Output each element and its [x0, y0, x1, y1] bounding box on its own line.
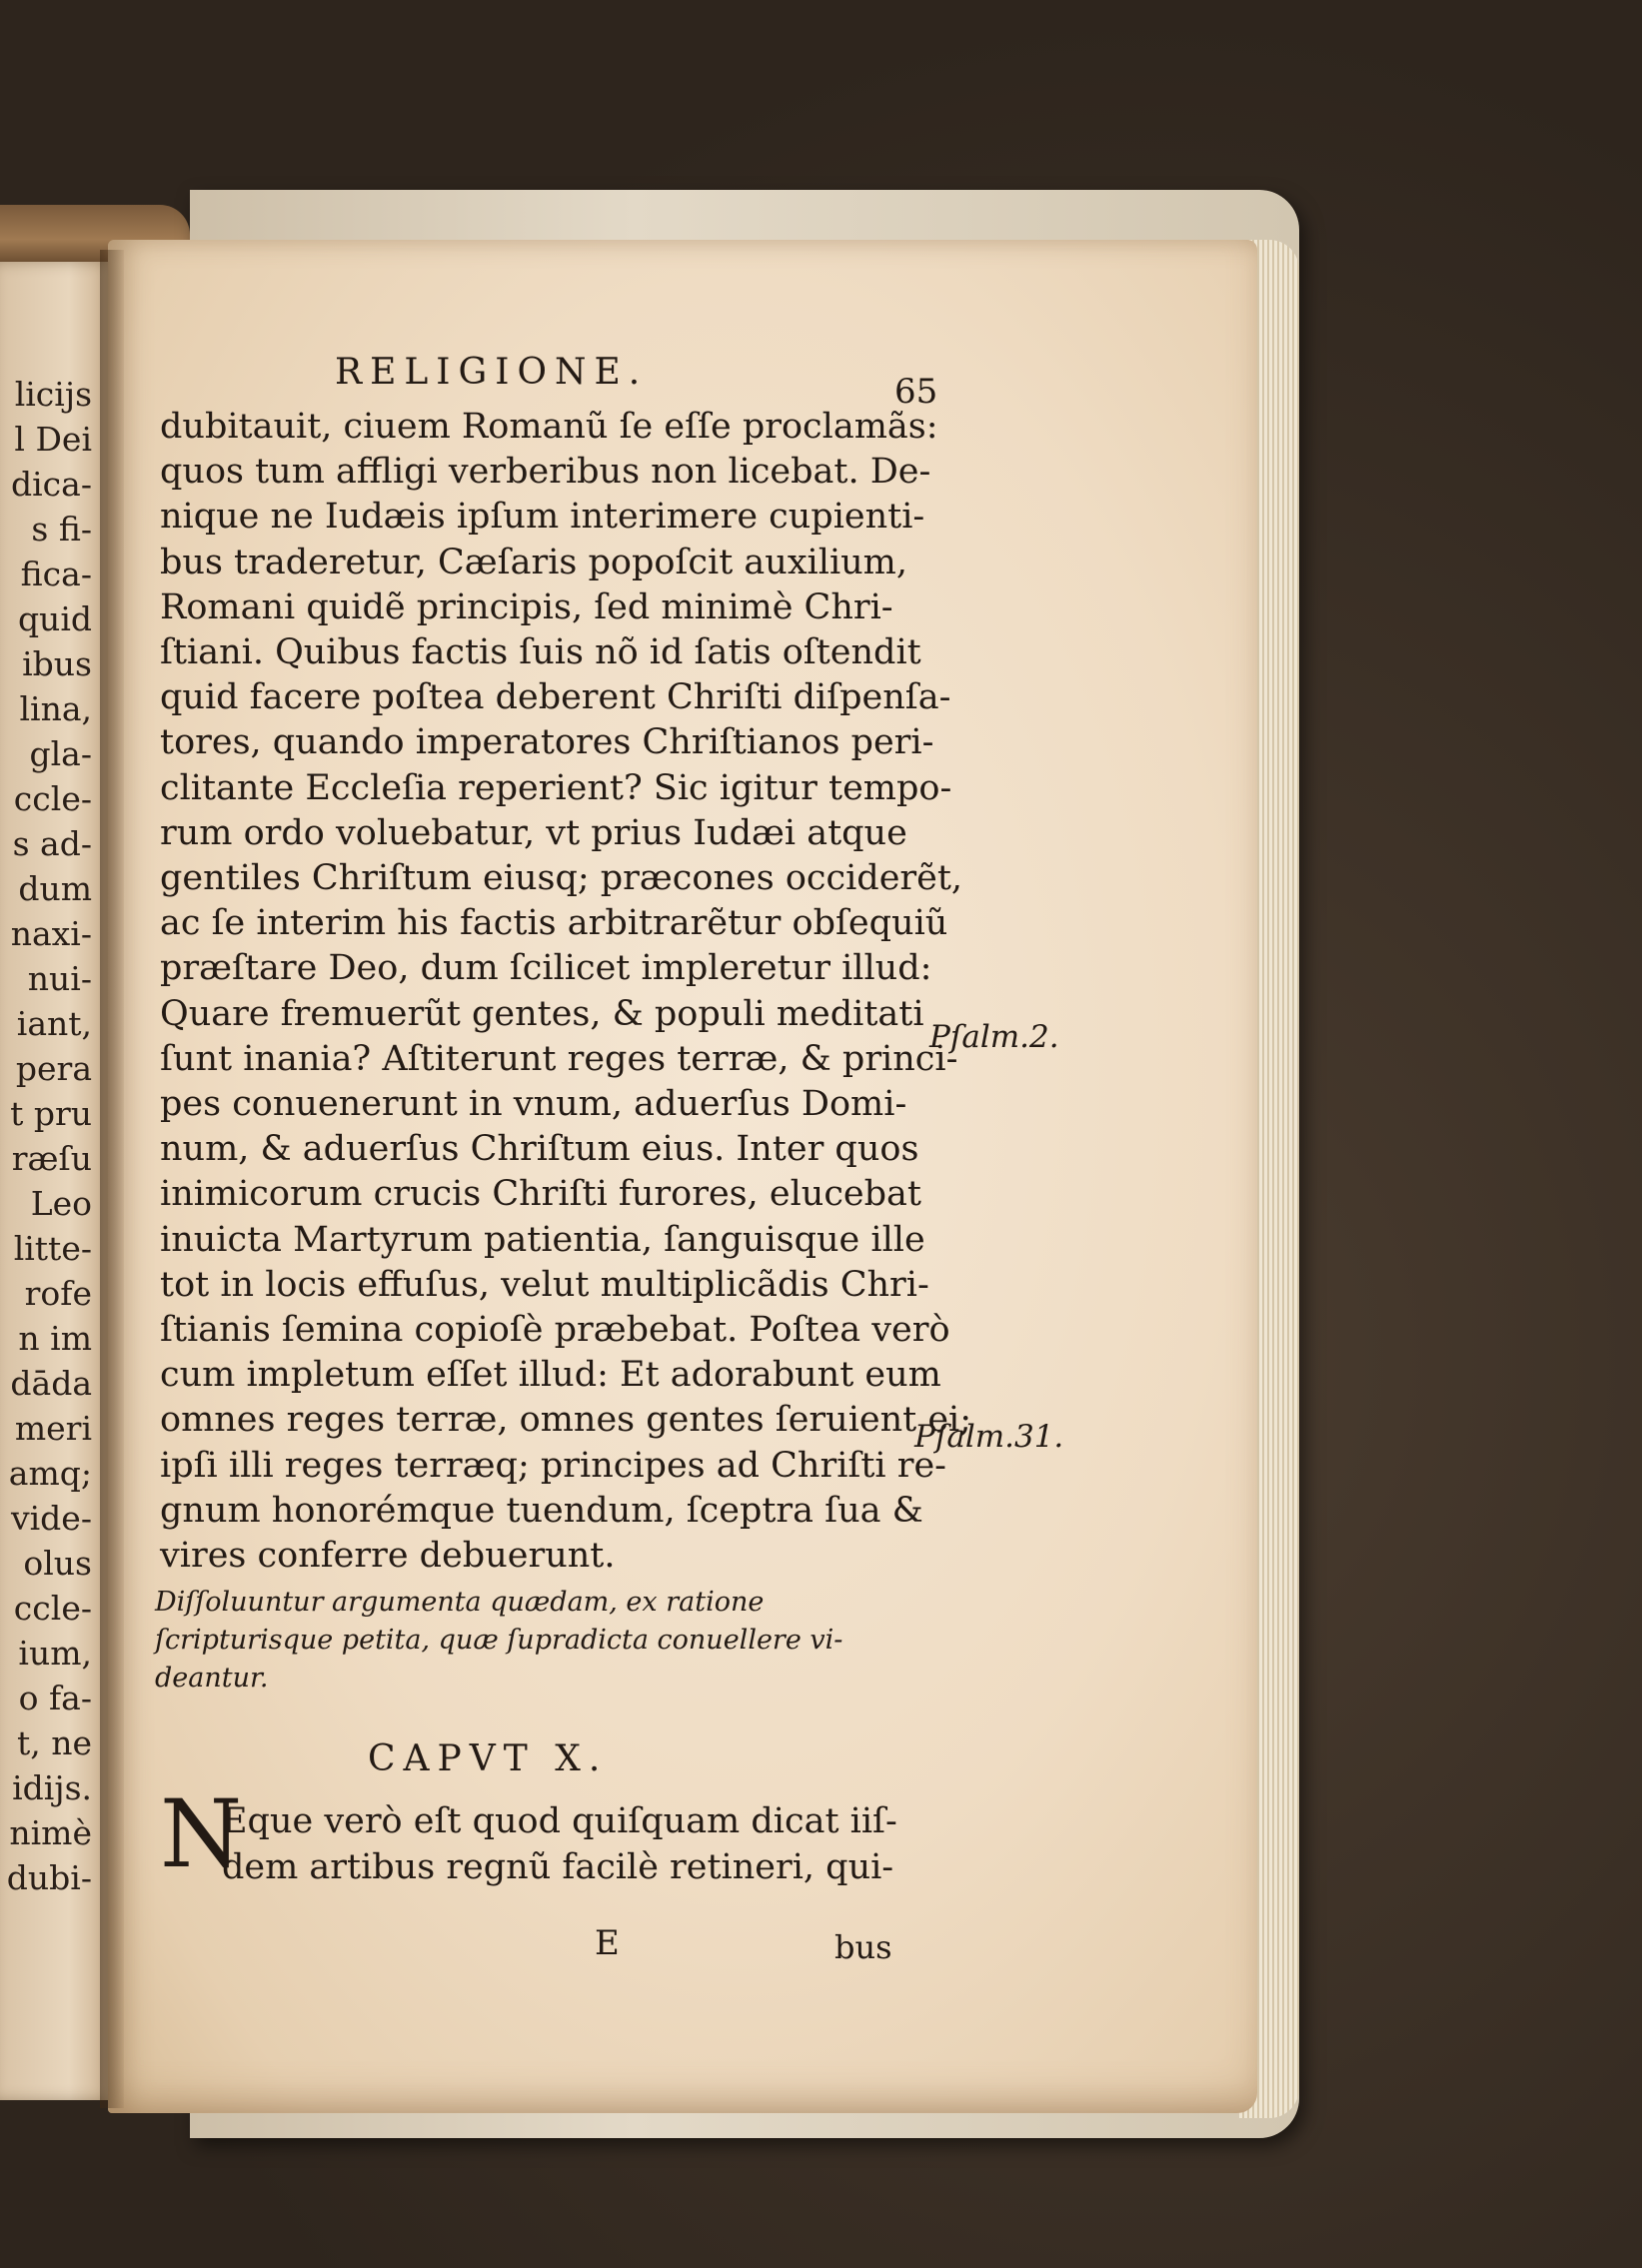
body-line: ſtianis ſemina copioſè præbebat. Poſtea verò [160, 1310, 950, 1351]
body-line: dubitauit, ciuem Romanũ ſe eſſe proclamãs: [160, 407, 938, 447]
body-line: quid facere poſtea deberent Chriſti diſpenſa- [160, 677, 951, 718]
signature-mark: E [595, 1923, 620, 1963]
left-line: pera [15, 1049, 92, 1088]
left-line: ccle- [13, 779, 92, 818]
body-line: vires conferre debuerunt. [160, 1536, 616, 1577]
left-line: fica- [20, 555, 92, 593]
left-line: dum [18, 869, 92, 908]
body-line: quos tum affligi verberibus non licebat. De- [160, 452, 931, 493]
left-line: idijs. [12, 1768, 92, 1807]
left-line: Leo [30, 1184, 92, 1223]
chapter-heading: CAPVT X. [368, 1738, 609, 1779]
gutter-shadow [100, 250, 124, 2108]
body-line: Quare fremuerũt gentes, & populi meditati [160, 993, 924, 1034]
body-line: gnum honorémque tuendum, ſceptra ſua & [160, 1490, 923, 1531]
drop-cap: N [160, 1780, 243, 1889]
left-line: t pru [10, 1094, 92, 1133]
body-line: inuicta Martyrum patientia, ſanguisque ille [160, 1219, 925, 1260]
left-line: ibus [22, 644, 92, 683]
body-line: nique ne Iudæis ipſum interimere cupienti- [160, 497, 925, 538]
left-line: ccle- [13, 1589, 92, 1628]
left-line: gla- [29, 734, 92, 773]
body-line: cum impletum eſſet illud: Et adorabunt eum [160, 1355, 941, 1396]
left-line: naxi- [10, 914, 92, 953]
body-line: pes conuenerunt in vnum, aduerſus Domi- [160, 1084, 907, 1125]
left-line: lina, [19, 689, 92, 728]
left-page-text [0, 372, 92, 1900]
left-line: rofe [24, 1274, 92, 1313]
left-line: dāda [10, 1364, 92, 1403]
body-line: inimicorum crucis Chriſti furores, elucebat [160, 1174, 921, 1215]
margin-note-psalm-2: Pſalm.2. [929, 1019, 1059, 1055]
chapter-text [222, 1798, 897, 1890]
left-line: dica- [11, 465, 92, 504]
body-line: ſunt inania? Aſtiterunt reges terræ, & princi- [160, 1038, 958, 1079]
left-line: iant, [16, 1004, 92, 1043]
left-line: s ad- [12, 824, 92, 863]
left-line: ium, [18, 1634, 92, 1673]
left-line: dubi- [6, 1858, 92, 1897]
body-line: Romani quidẽ principis, ſed minimè Chri- [160, 586, 893, 627]
body-text [160, 405, 972, 1579]
left-line: nimè [9, 1813, 92, 1852]
summary-line: Diſſoluuntur argumenta quædam, ex ratione [155, 1587, 765, 1618]
left-line: s fi- [31, 510, 92, 549]
body-line: omnes reges terræ, omnes gentes ſeruient ei; [160, 1400, 972, 1441]
chapter-summary [155, 1584, 914, 1698]
left-line: olus [23, 1544, 92, 1583]
left-line: amq; [8, 1454, 92, 1493]
catchword: bus [834, 1928, 892, 1966]
running-head: RELIGIONE. [335, 352, 649, 393]
left-line: l Dei [14, 420, 92, 459]
body-line: clitante Eccleſia reperient? Sic igitur tempo- [160, 767, 952, 808]
left-line: vide- [10, 1499, 92, 1538]
left-line: licijs [14, 375, 92, 414]
body-line: tot in locis effuſus, velut multiplicãdis Chri- [160, 1264, 929, 1305]
left-line: n im [18, 1319, 92, 1358]
page-number: 65 [894, 372, 938, 412]
body-line: ſtiani. Quibus factis ſuis nõ id ſatis oſtendit [160, 632, 921, 673]
body-line: num, & aduerſus Chriſtum eius. Inter quos [160, 1129, 919, 1170]
left-line: litte- [13, 1229, 92, 1268]
body-line: rum ordo voluebatur, vt prius Iudæi atque [160, 812, 907, 853]
margin-note-psalm-31: Pſalm.31. [914, 1419, 1064, 1455]
chapter-line: dem artibus regnũ facilè retineri, qui- [222, 1847, 894, 1887]
summary-line: ſcripturisque petita, quæ ſupradicta conuellere vi- [155, 1625, 843, 1656]
left-line: ræſu [11, 1139, 92, 1178]
left-line: quid [17, 599, 92, 638]
left-line: meri [14, 1409, 92, 1448]
left-line: nui- [27, 959, 92, 998]
left-line: o fa- [18, 1679, 92, 1717]
body-line: præſtare Deo, dum ſcilicet impleretur illud: [160, 948, 932, 989]
left-line: t, ne [16, 1723, 92, 1762]
body-line: ipſi illi reges terræq; principes ad Chriſti re- [160, 1445, 947, 1486]
body-line: tores, quando imperatores Chriſtianos peri- [160, 722, 934, 763]
summary-line: deantur. [155, 1663, 269, 1694]
body-line: bus traderetur, Cæſaris popoſcit auxilium, [160, 542, 907, 582]
body-line: gentiles Chriſtum eiusq; præcones occiderẽt, [160, 858, 963, 899]
body-line: ac ſe interim his factis arbitrarẽtur obſequiũ [160, 903, 948, 944]
chapter-line: Eque verò eſt quod quiſquam dicat iiſ- [222, 1801, 897, 1841]
